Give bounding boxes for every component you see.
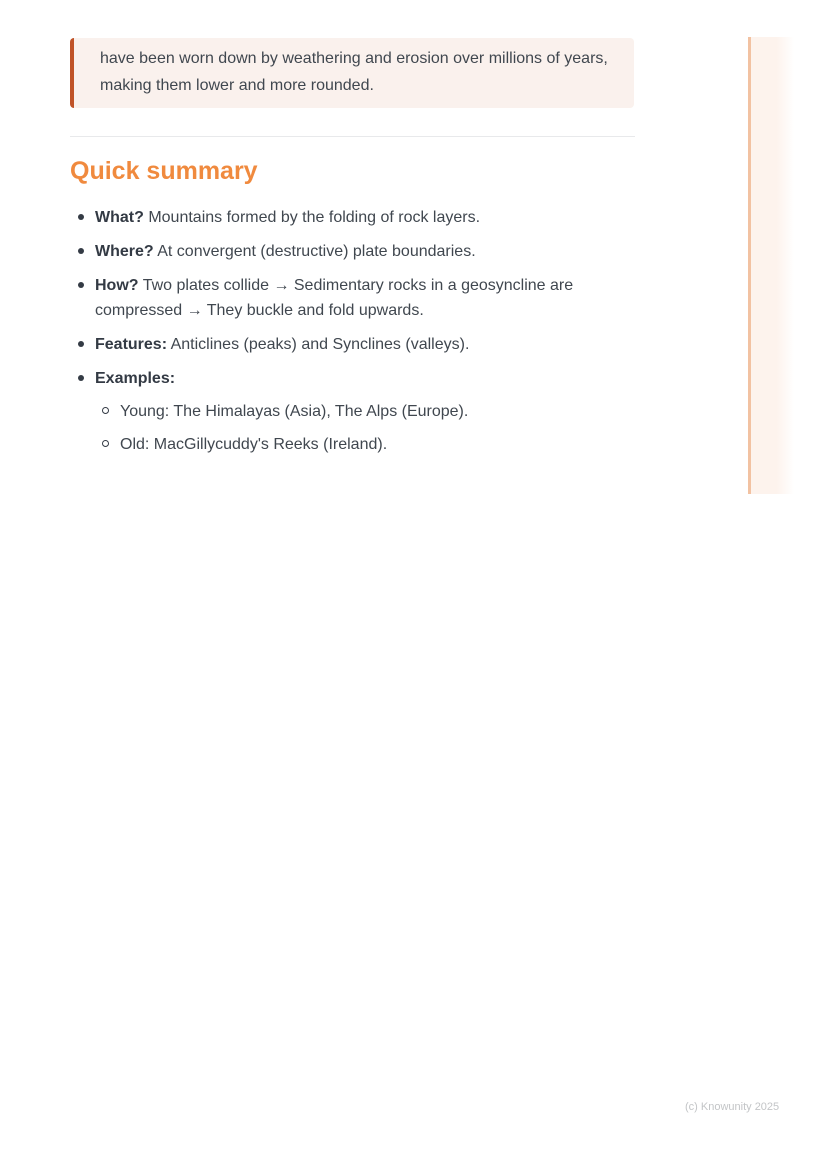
list-item-label: Features:	[95, 336, 168, 353]
bullet-icon	[78, 341, 84, 347]
list-item-text: Two plates collide → Sedimentary rocks in a geosyncline are compressed → They buckle and fold upwards.	[95, 277, 574, 319]
bullet-icon	[78, 375, 84, 381]
copyright-text: (c) Knowunity 2025	[685, 1101, 780, 1113]
list-item-label: Where?	[95, 243, 154, 260]
list-item-examples	[70, 366, 635, 457]
list-item-features	[70, 332, 635, 357]
list-item-text: Anticlines (peaks) and Synclines (valleys).	[170, 336, 470, 353]
list-item-label: Examples:	[95, 370, 176, 387]
adjacent-panel-edge	[748, 37, 794, 494]
list-item-how	[70, 273, 635, 323]
list-item-label: What?	[95, 209, 144, 226]
list-item-label: How?	[95, 277, 139, 294]
bullet-icon	[78, 214, 84, 220]
list-item-where	[70, 239, 635, 264]
hollow-bullet-icon	[102, 407, 109, 414]
sub-list-item-young	[95, 399, 635, 424]
bullet-icon	[78, 282, 84, 288]
list-item-what	[70, 205, 635, 230]
sub-list-item-old	[95, 432, 635, 457]
sub-list-item-text: Old: MacGillycuddy's Reeks (Ireland).	[120, 436, 388, 453]
bullet-icon	[78, 248, 84, 254]
sub-list-item-text: Young: The Himalayas (Asia), The Alps (Europe).	[120, 403, 469, 420]
section-heading: Quick summary	[70, 157, 258, 185]
callout-text: have been worn down by weathering and erosion over millions of years, making them lower and more rounded.	[100, 50, 608, 94]
section-divider	[70, 136, 635, 137]
summary-list	[70, 205, 635, 466]
list-item-text: At convergent (destructive) plate boundaries.	[157, 243, 476, 260]
callout-note	[70, 38, 634, 108]
examples-sublist	[95, 399, 635, 457]
hollow-bullet-icon	[102, 440, 109, 447]
list-item-text: Mountains formed by the folding of rock layers.	[148, 209, 481, 226]
